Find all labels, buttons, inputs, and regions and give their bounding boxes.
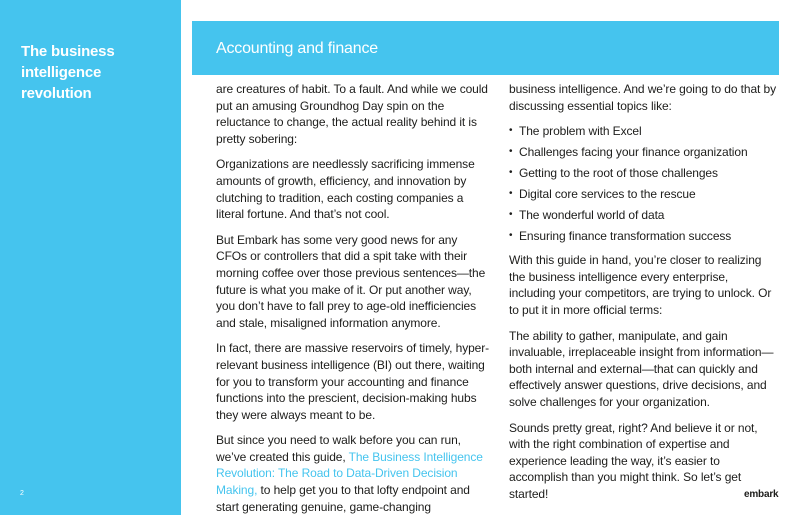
list-item-text: Challenges facing your finance organization bbox=[519, 145, 748, 160]
list-item-text: Getting to the root of those challenges bbox=[519, 165, 718, 180]
left-paragraph-3: But Embark has some very good news for any CFOs or controllers that did a spit take with their morning coffee over those previous sentences—the future is what you make of it. Or put another way, you don’t have to fall prey to age-old inefficiencies and stale, misaligned information anymore. bbox=[216, 232, 486, 330]
right-paragraph-1: business intelligence. And we’re going to do that by discussing essential topics like: bbox=[509, 82, 776, 113]
page-number: 2 bbox=[20, 490, 24, 497]
right-paragraph-3: The ability to gather, manipulate, and gain invaluable, irreplaceable insight from information—both internal and external—that can quickly and effectively answer questions, drive decisions, and solve challenges for your organization. bbox=[509, 328, 774, 409]
sidebar-panel bbox=[0, 0, 181, 515]
list-item bbox=[509, 207, 777, 224]
left-paragraph-5 bbox=[216, 432, 490, 515]
paragraph-text: But since you need to walk before you can run, we’ve created this guide, bbox=[216, 433, 461, 464]
list-item bbox=[509, 144, 777, 161]
embark-logo: embark bbox=[744, 489, 779, 500]
right-text-column bbox=[509, 81, 777, 512]
bullet-icon: • bbox=[509, 125, 513, 137]
left-text-column bbox=[216, 81, 490, 524]
guide-title-link[interactable]: The Business Intelligence Revolution: The Road to Data-Driven Decision Making, bbox=[216, 449, 483, 498]
left-paragraph-1: are creatures of habit. To a fault. And while we could put an amusing Groundhog Day spin on the reluctance to change, the actual reality behind it is pretty sobering: bbox=[216, 82, 488, 146]
list-item bbox=[509, 165, 777, 182]
left-paragraph-4: In fact, there are massive reservoirs of timely, hyper-relevant business intelligence (BI) out there, waiting for you to transform your accounting and finance functions into the prescient, decision-making hubs they were always meant to be. bbox=[216, 341, 490, 422]
bullet-icon: • bbox=[509, 208, 513, 220]
list-item bbox=[509, 123, 777, 140]
list-item bbox=[509, 228, 777, 245]
bullet-icon: • bbox=[509, 187, 513, 199]
right-paragraph-4: Sounds pretty great, right? And believe it or not, with the right combination of expertise and experience leading the way, it’s easier to accomplish than you might think. So let’s get started! bbox=[509, 420, 758, 501]
list-item-text: Ensuring finance transformation success bbox=[519, 228, 732, 243]
bullet-icon: • bbox=[509, 146, 513, 158]
right-paragraph-2: With this guide in hand, you’re closer to realizing the business intelligence every enterprise, including your competitors, are trying to unlock. Or to put it in more official terms: bbox=[509, 253, 772, 318]
list-item bbox=[509, 186, 777, 203]
section-title: Accounting and finance bbox=[216, 40, 378, 57]
left-paragraph-2: Organizations are needlessly sacrificing immense amounts of growth, efficiency, and innovation by clutching to tradition, each costing companies a literal fortune. And that’s not cool. bbox=[216, 157, 475, 222]
list-item-text: The problem with Excel bbox=[519, 124, 642, 139]
section-header-bar bbox=[192, 21, 779, 75]
list-item-text: The wonderful world of data bbox=[519, 207, 665, 222]
bullet-icon: • bbox=[509, 166, 513, 178]
paragraph-text: to help get you to that lofty endpoint and start generating genuine, game-changing bbox=[216, 483, 470, 514]
list-item-text: Digital core services to the rescue bbox=[519, 186, 696, 201]
sidebar-title: The business intelligence revolution bbox=[21, 43, 115, 102]
bullet-icon: • bbox=[509, 229, 513, 241]
topics-list bbox=[509, 123, 777, 244]
